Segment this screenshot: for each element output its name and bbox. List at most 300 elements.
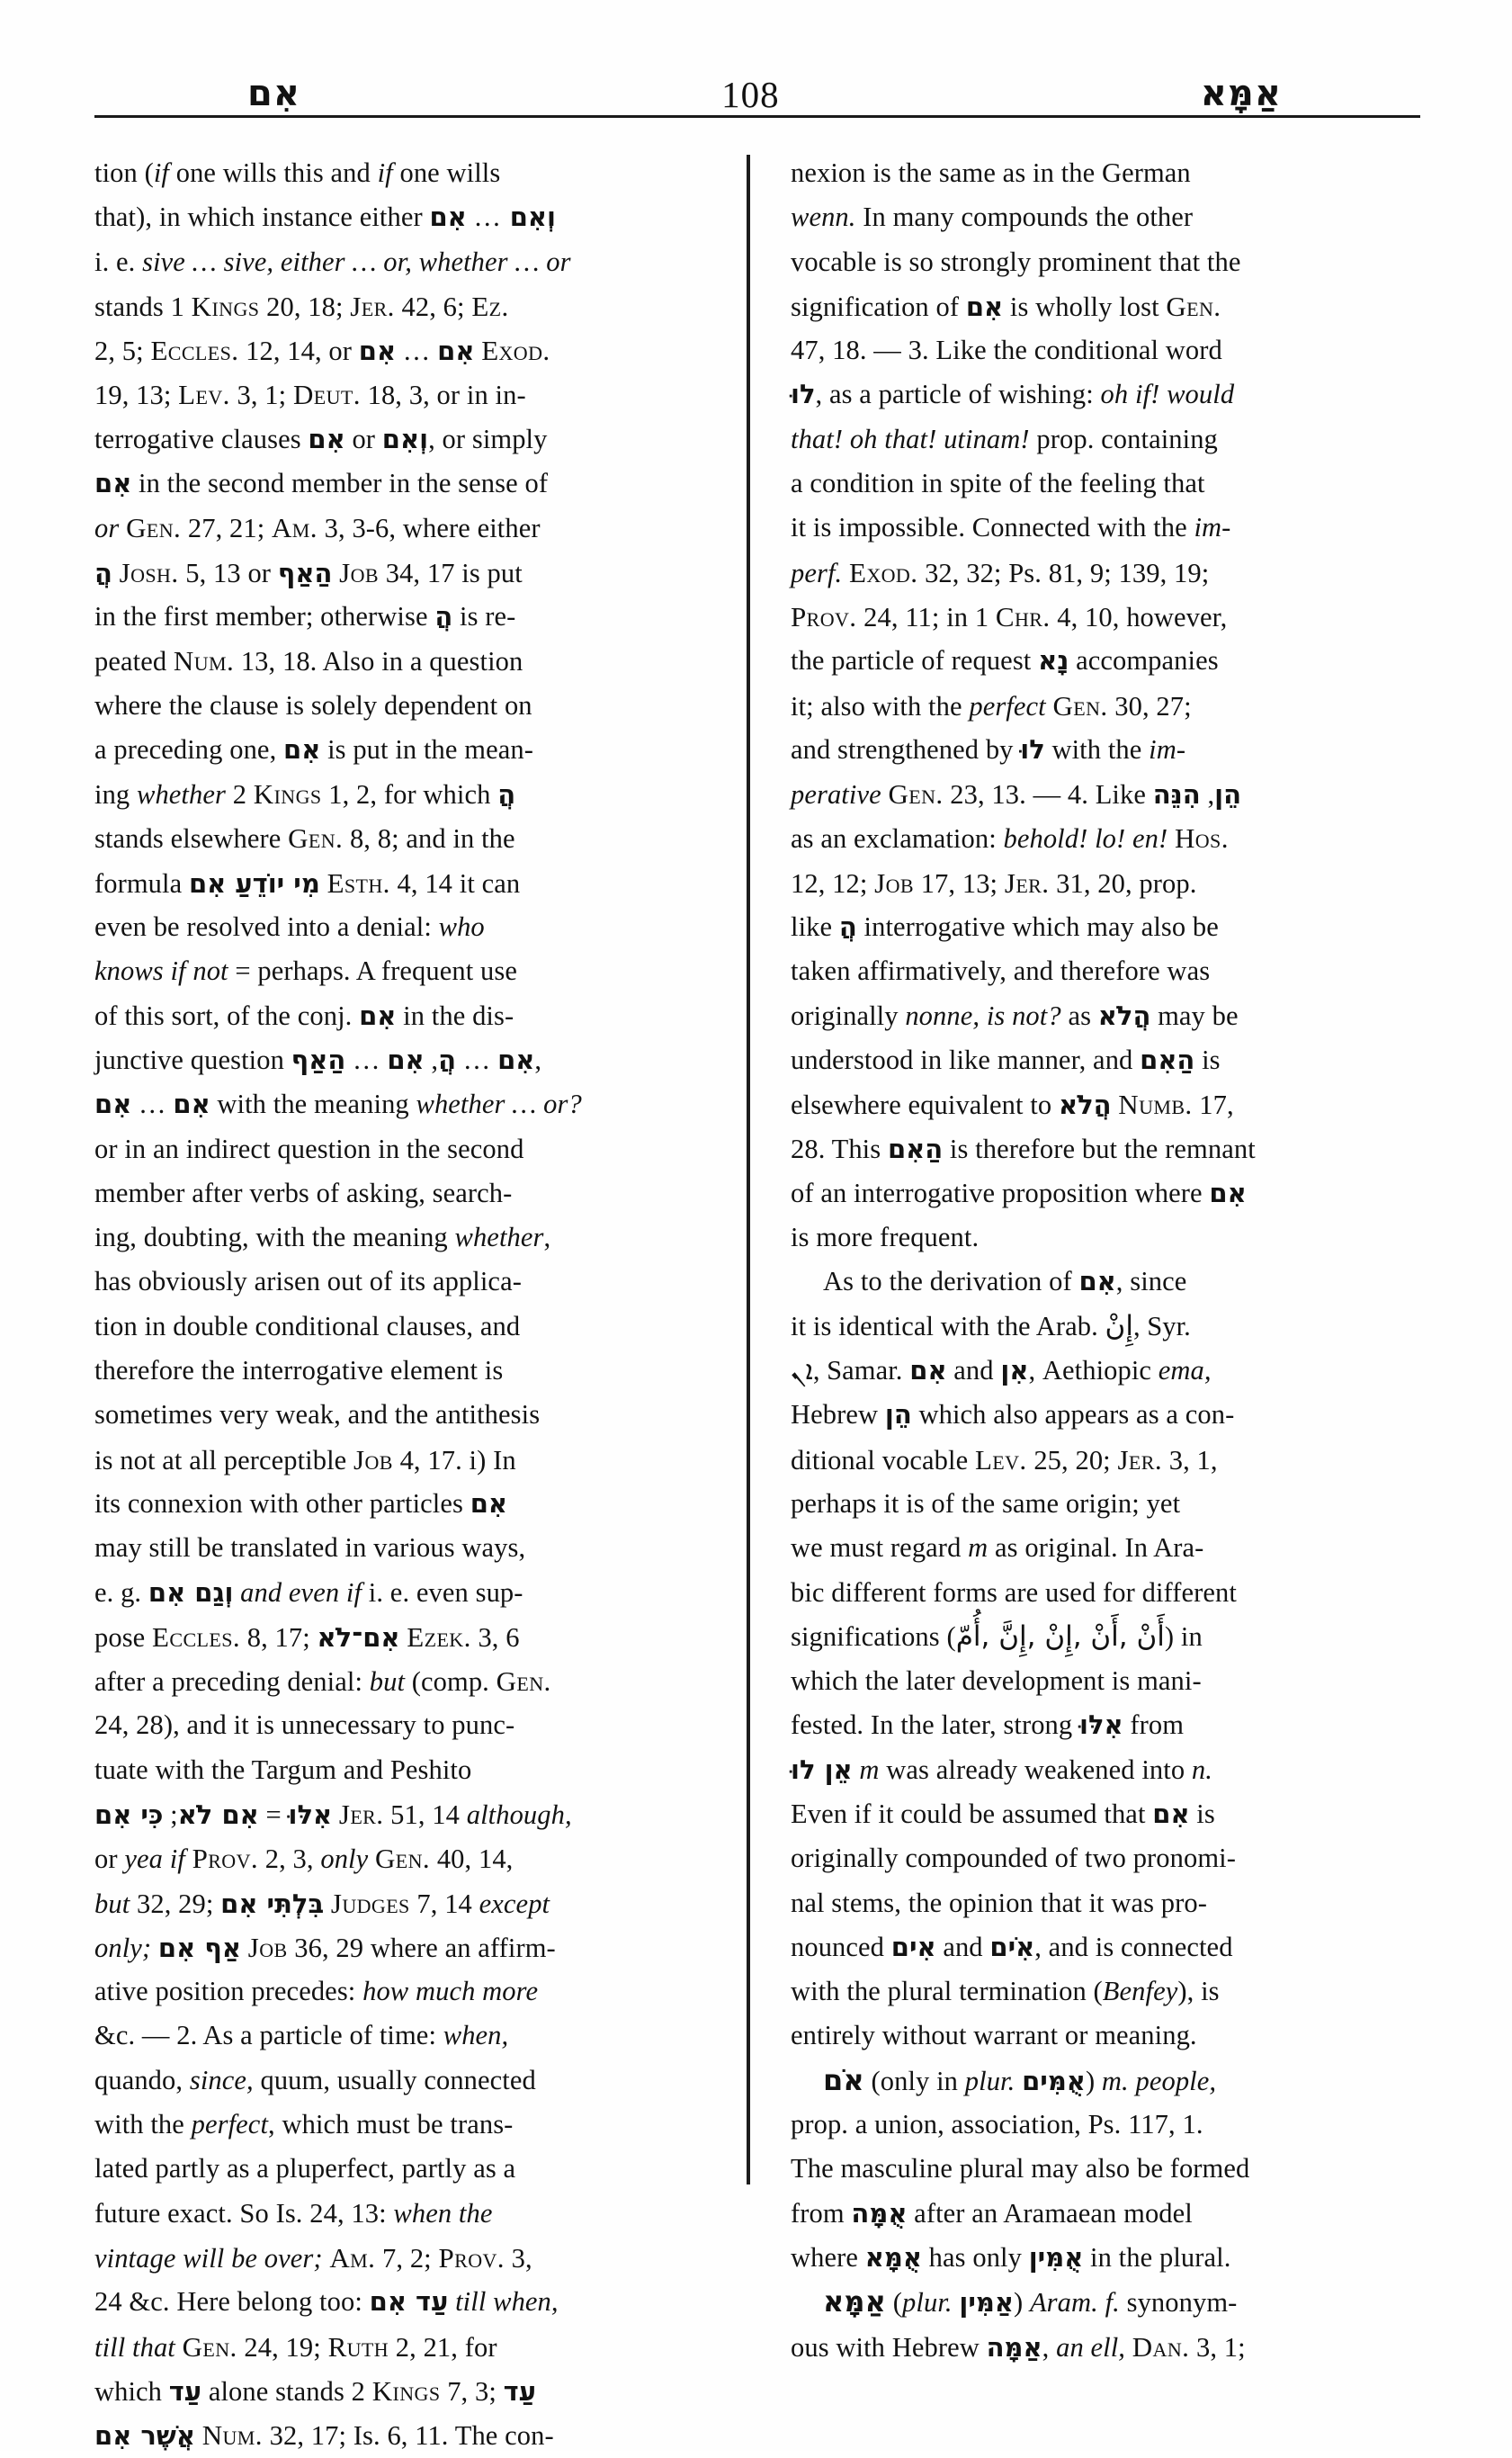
body-text: 2, 21, for bbox=[389, 2331, 497, 2363]
body-text: is put in the mean- bbox=[320, 733, 533, 765]
italic-text: whether bbox=[454, 1222, 544, 1253]
body-text: 1, 2, for which bbox=[321, 779, 498, 811]
body-text: pose bbox=[94, 1621, 153, 1653]
left-column-line bbox=[94, 905, 719, 949]
hebrew-word: אִם לֹא bbox=[177, 1799, 259, 1830]
body-text: 7, 2; bbox=[375, 2242, 439, 2274]
body-text: 24, 11; in 1 bbox=[856, 601, 996, 632]
left-column-line bbox=[94, 1082, 719, 1126]
body-text: = perhaps. A frequent use bbox=[228, 955, 517, 987]
left-column-line bbox=[94, 1969, 719, 2014]
entry-headword: אֹם bbox=[823, 2062, 864, 2097]
body-text: 42, 6; bbox=[394, 291, 472, 322]
body-text: future exact. So Is. 24, 13: bbox=[94, 2197, 394, 2229]
page-number: 108 bbox=[721, 74, 780, 115]
body-text: like bbox=[791, 911, 839, 943]
body-text: is not at all perceptible bbox=[94, 1444, 354, 1476]
right-column-line bbox=[791, 2236, 1402, 2280]
body-text: (only in bbox=[863, 2065, 965, 2096]
left-column-line bbox=[94, 639, 719, 683]
right-column-line bbox=[791, 1571, 1402, 1615]
body-text bbox=[448, 2286, 455, 2317]
body-text: taken affirmatively, and therefore was bbox=[791, 955, 1211, 987]
hebrew-word: הֲ bbox=[497, 779, 516, 811]
left-column-line bbox=[94, 2369, 719, 2413]
hebrew-word: אִם bbox=[173, 1089, 210, 1120]
bible-book-abbrev: Jer. bbox=[1117, 1443, 1162, 1476]
hebrew-word: הֵן bbox=[1214, 779, 1242, 811]
left-column-line bbox=[94, 506, 719, 550]
italic-text: ema, bbox=[1158, 1355, 1212, 1386]
left-column-line bbox=[94, 1571, 719, 1615]
right-column-line bbox=[791, 551, 1402, 595]
body-text: stands 1 bbox=[94, 291, 192, 322]
hebrew-word: אַף אִם bbox=[157, 1932, 241, 1963]
body-text: was already weakened into bbox=[879, 1754, 1192, 1785]
bible-book-abbrev: Lev. bbox=[178, 379, 230, 411]
italic-text: whether … or? bbox=[416, 1089, 582, 1120]
left-column-line bbox=[94, 1792, 719, 1836]
italic-text: plur. bbox=[902, 2287, 953, 2319]
right-column-line bbox=[791, 1171, 1402, 1216]
body-text: we must regard bbox=[791, 1532, 969, 1564]
body-text: 19, 13; bbox=[94, 380, 179, 411]
right-column-line bbox=[791, 1659, 1402, 1703]
hebrew-word: הֲ bbox=[438, 1044, 457, 1075]
left-column-line bbox=[94, 1216, 719, 1260]
body-text: is wholly lost bbox=[1003, 291, 1167, 322]
body-text: with the bbox=[94, 2109, 192, 2140]
body-text: 4, 14 it can bbox=[389, 867, 521, 899]
bible-book-abbrev: Numb. bbox=[1118, 1089, 1193, 1121]
bible-book-abbrev: Kings bbox=[191, 290, 260, 322]
hebrew-word: כִּי אִם bbox=[94, 1799, 164, 1830]
italic-text: but bbox=[369, 1666, 406, 1698]
body-text: ing, doubting, with the meaning bbox=[94, 1222, 455, 1253]
italic-text: sive … sive, either … or, whether … or bbox=[142, 246, 571, 277]
body-text: Hebrew bbox=[791, 1399, 885, 1431]
body-text bbox=[1125, 2332, 1132, 2363]
italic-text: if bbox=[377, 157, 393, 188]
italic-text: and even if bbox=[240, 1576, 362, 1608]
right-column-line bbox=[791, 1703, 1402, 1747]
hebrew-word: הֲלֹא bbox=[1058, 1090, 1112, 1121]
body-text: understood in like manner, and bbox=[791, 1044, 1141, 1075]
body-text: , bbox=[1200, 779, 1215, 811]
hebrew-word: וְאִם bbox=[509, 202, 556, 233]
body-text: 3, 1; bbox=[1189, 2331, 1246, 2363]
hebrew-word: אִם bbox=[437, 336, 475, 367]
body-text bbox=[119, 513, 126, 543]
body-text: member after verbs of asking, search- bbox=[94, 1177, 513, 1208]
hebrew-word: אִֹים bbox=[989, 1931, 1035, 1962]
body-text: 13, 18. Also in a question bbox=[234, 646, 523, 677]
right-column-line bbox=[791, 905, 1402, 949]
italic-text: perf. bbox=[791, 557, 843, 588]
left-column-line bbox=[94, 2192, 719, 2236]
body-text: originally compounded of two pronomi- bbox=[791, 1843, 1237, 1874]
body-text: 20, 18; bbox=[259, 291, 351, 322]
body-text: , which must be trans- bbox=[268, 2109, 514, 2140]
body-text: 25, 20; bbox=[1026, 1444, 1118, 1476]
hebrew-word: לוּ bbox=[791, 379, 816, 410]
bible-book-abbrev: Gen. bbox=[375, 1843, 431, 1875]
body-text: 36, 29 where an affirm- bbox=[287, 1932, 556, 1963]
body-text: a preceding one, bbox=[94, 733, 284, 765]
hebrew-word: אִם bbox=[965, 291, 1004, 322]
left-column-line bbox=[94, 1260, 719, 1304]
right-column-line bbox=[791, 417, 1402, 462]
body-text: 3, bbox=[504, 2242, 532, 2274]
body-text: , bbox=[534, 1044, 542, 1075]
body-text: as an exclamation: bbox=[791, 823, 1004, 855]
italic-text: m bbox=[859, 1754, 880, 1785]
italic-text: since, bbox=[189, 2064, 254, 2095]
right-column-line bbox=[791, 372, 1402, 417]
body-text: As to the derivation of bbox=[823, 1266, 1079, 1297]
bible-book-abbrev: Job bbox=[874, 866, 914, 899]
body-text: 4, 17. i) In bbox=[392, 1444, 516, 1476]
body-text: 7, 3; bbox=[440, 2375, 504, 2407]
hebrew-word: מִי יוֹדֵעַ אִם bbox=[188, 867, 320, 899]
body-text: 32, 17; Is. 6, 11. The con- bbox=[262, 2420, 554, 2452]
body-text: 17, 13; bbox=[913, 867, 1005, 899]
body-text: even be resolved into a denial: bbox=[94, 911, 439, 943]
ellipsis bbox=[501, 202, 510, 232]
left-text-column bbox=[94, 151, 735, 2452]
body-text: after a preceding denial: bbox=[94, 1666, 370, 1698]
left-column-line bbox=[94, 816, 719, 860]
right-column-line bbox=[791, 861, 1402, 905]
left-column-line bbox=[94, 994, 719, 1038]
body-text: of this sort, of the conj. bbox=[94, 1000, 360, 1031]
body-text: 2, 3, bbox=[258, 1844, 321, 1875]
right-column-line bbox=[791, 1127, 1402, 1171]
header-rule bbox=[94, 115, 1420, 118]
body-text: quando, bbox=[94, 2064, 190, 2095]
body-text: synonym- bbox=[1119, 2287, 1238, 2319]
hebrew-word: אִם bbox=[359, 1000, 397, 1031]
right-column-line bbox=[791, 1038, 1402, 1082]
bible-book-abbrev: Kings bbox=[371, 2374, 441, 2407]
hebrew-word: אִם bbox=[308, 423, 345, 454]
hebrew-word: הַאִם bbox=[1140, 1044, 1195, 1075]
body-text: or in an indirect question in the second bbox=[94, 1133, 524, 1164]
body-text: 40, 14, bbox=[430, 1844, 514, 1875]
bible-book-abbrev: Gen. bbox=[496, 1665, 551, 1698]
body-text: and bbox=[935, 1931, 990, 1962]
body-text: which bbox=[94, 2375, 169, 2407]
body-text bbox=[233, 1577, 240, 1608]
hebrew-word: אִם bbox=[1209, 1177, 1247, 1208]
bible-book-abbrev: Jer. bbox=[338, 1798, 384, 1830]
body-text: is bbox=[1194, 1044, 1221, 1075]
body-text: in the plural. bbox=[1083, 2241, 1231, 2273]
right-column-line bbox=[791, 728, 1402, 772]
bible-book-abbrev: Job bbox=[247, 1931, 288, 1963]
italic-text: vintage will be over; bbox=[94, 2242, 323, 2274]
bible-book-abbrev: Eccles. bbox=[152, 1620, 240, 1653]
body-text bbox=[320, 868, 327, 899]
left-column-line bbox=[94, 372, 719, 417]
body-text: , bbox=[424, 1044, 439, 1075]
body-text: The masculine plural may also be formed bbox=[791, 2153, 1250, 2184]
bible-book-abbrev: Chr. bbox=[995, 600, 1051, 632]
bible-book-abbrev: Ruth bbox=[327, 2330, 389, 2363]
body-text: it; also with the bbox=[791, 690, 970, 722]
body-text: of an interrogative proposition where bbox=[791, 1177, 1210, 1208]
left-column-line bbox=[94, 2325, 719, 2369]
body-text: significations ( bbox=[791, 1620, 956, 1652]
right-column-line bbox=[791, 2014, 1402, 2058]
italic-text: n. bbox=[1191, 1754, 1212, 1785]
body-text: may still be translated in various ways, bbox=[94, 1532, 526, 1564]
body-text: fested. In the later, strong bbox=[791, 1709, 1079, 1741]
bible-book-abbrev: Num. bbox=[173, 645, 235, 677]
left-column-line bbox=[94, 2413, 719, 2457]
body-text: ative position precedes: bbox=[94, 1976, 363, 2007]
body-text: perhaps it is of the same origin; yet bbox=[791, 1487, 1181, 1519]
hebrew-word: אֻמִּים bbox=[1022, 2065, 1086, 2096]
italic-text: yea if bbox=[124, 1844, 185, 1875]
left-column-line bbox=[94, 151, 719, 195]
bible-book-abbrev: Gen. bbox=[1052, 689, 1108, 722]
right-column-line bbox=[791, 506, 1402, 550]
left-column-line bbox=[94, 1659, 719, 1703]
body-text: 24, 28), and it is unnecessary to punc- bbox=[94, 1709, 515, 1741]
left-column-line bbox=[94, 551, 719, 595]
right-column-line bbox=[791, 1438, 1402, 1482]
left-column-line bbox=[94, 1925, 719, 1969]
left-column-line bbox=[94, 328, 719, 372]
body-text: and bbox=[946, 1355, 1001, 1386]
body-text: 18, 3, or in in- bbox=[360, 380, 526, 411]
hebrew-word: אִן bbox=[1000, 1355, 1029, 1386]
body-text: the particle of request bbox=[791, 645, 1039, 677]
body-text: 51, 14 bbox=[383, 1799, 467, 1830]
body-text: , Aethiopic bbox=[1028, 1355, 1159, 1386]
hebrew-word: אִם bbox=[497, 1044, 535, 1075]
hebrew-word: הֲ bbox=[94, 557, 112, 588]
bible-book-abbrev: Prov. bbox=[192, 1843, 259, 1875]
body-text: ) bbox=[1013, 2287, 1030, 2319]
body-text: terrogative clauses bbox=[94, 423, 309, 454]
left-column-line bbox=[94, 728, 719, 772]
right-column-line bbox=[791, 2280, 1402, 2324]
body-text: its connexion with other particles bbox=[94, 1487, 470, 1519]
hebrew-word: וְגַם אִם bbox=[148, 1576, 234, 1608]
body-text: originally bbox=[791, 1000, 906, 1031]
hebrew-word: אֻמָּא bbox=[864, 2241, 922, 2273]
left-column-line bbox=[94, 1482, 719, 1526]
body-text: e. g. bbox=[94, 1576, 148, 1608]
body-text bbox=[175, 2332, 183, 2363]
italic-text: except bbox=[479, 1888, 550, 1919]
left-column-line bbox=[94, 195, 719, 239]
hebrew-word: אִם bbox=[358, 336, 397, 367]
right-column-line bbox=[791, 1349, 1402, 1393]
body-text: it is identical with the Arab. bbox=[791, 1310, 1105, 1341]
left-column-line bbox=[94, 2014, 719, 2058]
body-text bbox=[1015, 2066, 1022, 2096]
italic-text: but bbox=[94, 1888, 130, 1919]
right-column-line bbox=[791, 1969, 1402, 2014]
right-column-line bbox=[791, 462, 1402, 506]
body-text: that), in which instance either bbox=[94, 202, 430, 233]
right-column-line bbox=[791, 328, 1402, 372]
body-text: stands elsewhere bbox=[94, 823, 289, 855]
right-column-line bbox=[791, 1748, 1402, 1792]
left-column-line bbox=[94, 1305, 719, 1349]
body-text: … bbox=[131, 1089, 174, 1120]
right-column-line bbox=[791, 1792, 1402, 1836]
body-text: as bbox=[1060, 1000, 1098, 1031]
left-column-line bbox=[94, 1836, 719, 1880]
body-text: 3, 3-6, where either bbox=[317, 513, 541, 544]
right-column-line bbox=[791, 816, 1402, 860]
hebrew-word: אִם bbox=[387, 1044, 425, 1075]
body-text bbox=[1168, 823, 1175, 854]
body-text: is bbox=[1189, 1798, 1215, 1829]
body-text: one wills bbox=[392, 157, 501, 188]
body-text: which also appears as a con- bbox=[911, 1399, 1235, 1431]
hebrew-word: בִּלְתִּי אִם bbox=[220, 1888, 325, 1919]
italic-text: when, bbox=[443, 2020, 509, 2051]
italic-text: when the bbox=[393, 2197, 493, 2229]
body-text: accompanies bbox=[1069, 645, 1219, 677]
body-text: nal stems, the opinion that it was pro- bbox=[791, 1887, 1208, 1918]
italic-text: m bbox=[968, 1532, 989, 1564]
body-text: , Samar. bbox=[812, 1355, 910, 1386]
body-text: vocable is so strongly prominent that the bbox=[791, 246, 1241, 277]
left-column-line bbox=[94, 2103, 719, 2147]
left-column-line bbox=[94, 1615, 719, 1659]
bible-book-abbrev: Num. bbox=[201, 2419, 263, 2452]
body-text: 3, 1; bbox=[229, 380, 293, 411]
body-text: tion in double conditional clauses, and bbox=[94, 1310, 521, 1341]
hebrew-word: עַד bbox=[168, 2375, 202, 2407]
left-column-line bbox=[94, 1438, 719, 1482]
italic-text: oh if! would bbox=[1100, 379, 1235, 410]
body-text: 2 bbox=[225, 779, 254, 811]
body-text: is re- bbox=[452, 600, 516, 632]
left-column-line bbox=[94, 1171, 719, 1216]
left-column-line bbox=[94, 595, 719, 639]
hebrew-word: הַאַף bbox=[291, 1044, 346, 1075]
italic-text: behold! lo! en! bbox=[1003, 823, 1168, 855]
hebrew-word: אִם bbox=[94, 1089, 132, 1120]
body-text: where bbox=[791, 2241, 865, 2273]
body-text: which the later development is mani- bbox=[791, 1665, 1202, 1697]
body-text: 31, 20, prop. bbox=[1049, 867, 1197, 899]
hebrew-word: לוּ bbox=[1020, 733, 1045, 765]
bible-book-abbrev: Gen. bbox=[288, 822, 344, 855]
body-text: 12, 14, or bbox=[238, 336, 359, 367]
bible-book-abbrev: Kings bbox=[253, 778, 322, 811]
body-text: a condition in spite of the feeling that bbox=[791, 468, 1205, 499]
hebrew-word: אִם bbox=[1078, 1266, 1116, 1297]
running-head-right-catchword: אַמָּא bbox=[1200, 73, 1282, 114]
left-column-line bbox=[94, 2280, 719, 2324]
italic-text: Benfey bbox=[1102, 1976, 1178, 2007]
right-column-line bbox=[791, 2192, 1402, 2236]
syriac-word: ܐܢ bbox=[791, 1355, 813, 1387]
body-text: 34, 17 is put bbox=[378, 557, 523, 588]
body-text: 24 &c. Here belong too: bbox=[94, 2286, 370, 2318]
right-column-line bbox=[791, 240, 1402, 284]
body-text: from bbox=[791, 2197, 852, 2229]
body-text bbox=[332, 1799, 339, 1830]
bible-book-abbrev: Lev. bbox=[974, 1443, 1027, 1476]
right-column-line bbox=[791, 639, 1402, 683]
body-text: has only bbox=[921, 2241, 1029, 2273]
body-text: i. e. bbox=[94, 246, 143, 277]
body-columns bbox=[94, 151, 1420, 2452]
hebrew-word: אִם bbox=[1152, 1798, 1190, 1829]
hebrew-word: וְאִם bbox=[381, 423, 429, 454]
right-column-line bbox=[791, 1836, 1402, 1880]
hebrew-word: אִם bbox=[94, 468, 132, 499]
body-text: … bbox=[456, 1044, 498, 1075]
body-text: 47, 18. — 3. Like the conditional word bbox=[791, 335, 1222, 366]
right-column-line bbox=[791, 1305, 1402, 1349]
body-text: sometimes very weak, and the antithesis bbox=[94, 1399, 541, 1431]
body-text: it is impossible. Connected with the bbox=[791, 512, 1194, 543]
body-text: formula bbox=[94, 867, 189, 899]
body-text: , or simply bbox=[428, 423, 548, 454]
body-text: , Syr. bbox=[1132, 1310, 1191, 1341]
body-text: ( bbox=[886, 2287, 903, 2319]
hebrew-word: אִים bbox=[890, 1931, 936, 1962]
hebrew-word: הֲ bbox=[434, 600, 453, 632]
body-text: or bbox=[94, 1844, 125, 1875]
bible-book-abbrev: Ezek. bbox=[407, 1620, 471, 1653]
right-column-line bbox=[791, 684, 1402, 728]
hebrew-word: עַד אִם bbox=[369, 2286, 449, 2318]
hebrew-word: נָא bbox=[1038, 645, 1069, 677]
italic-text: perative bbox=[791, 779, 881, 811]
right-column-line bbox=[791, 1615, 1402, 1659]
italic-text: an ell, bbox=[1056, 2331, 1126, 2363]
column-divider-rule bbox=[747, 155, 750, 2184]
body-text: … bbox=[466, 202, 502, 233]
body-text: tuate with the Targum and Peshito bbox=[94, 1754, 472, 1785]
italic-text: plur. bbox=[964, 2065, 1015, 2096]
bible-book-abbrev: Eccles. bbox=[150, 335, 239, 367]
body-text: 3, 1, bbox=[1162, 1444, 1218, 1476]
left-column-line bbox=[94, 284, 719, 328]
hebrew-word: הֵן bbox=[884, 1399, 912, 1431]
bible-book-abbrev: Dan. bbox=[1132, 2330, 1190, 2363]
body-text bbox=[842, 558, 849, 588]
body-text: from bbox=[1123, 1709, 1185, 1741]
italic-text: knows if not bbox=[94, 955, 228, 987]
bible-book-abbrev: Esth. bbox=[327, 866, 390, 899]
body-text: and strengthened by bbox=[791, 733, 1021, 765]
body-text: 17, bbox=[1192, 1090, 1234, 1121]
body-text: interrogative which may also be bbox=[856, 911, 1219, 943]
left-column-line bbox=[94, 1526, 719, 1570]
italic-text: Aram. f. bbox=[1029, 2287, 1120, 2319]
bible-book-abbrev: Am. bbox=[272, 512, 318, 544]
body-text: alone stands 2 bbox=[201, 2375, 372, 2407]
right-column-line bbox=[791, 2103, 1402, 2147]
body-text bbox=[151, 1933, 158, 1963]
body-text: signification of bbox=[791, 291, 966, 322]
hebrew-word: הֲלֹא bbox=[1097, 1000, 1151, 1031]
body-text: 27, 21; bbox=[181, 513, 273, 544]
right-column-line bbox=[791, 151, 1402, 195]
